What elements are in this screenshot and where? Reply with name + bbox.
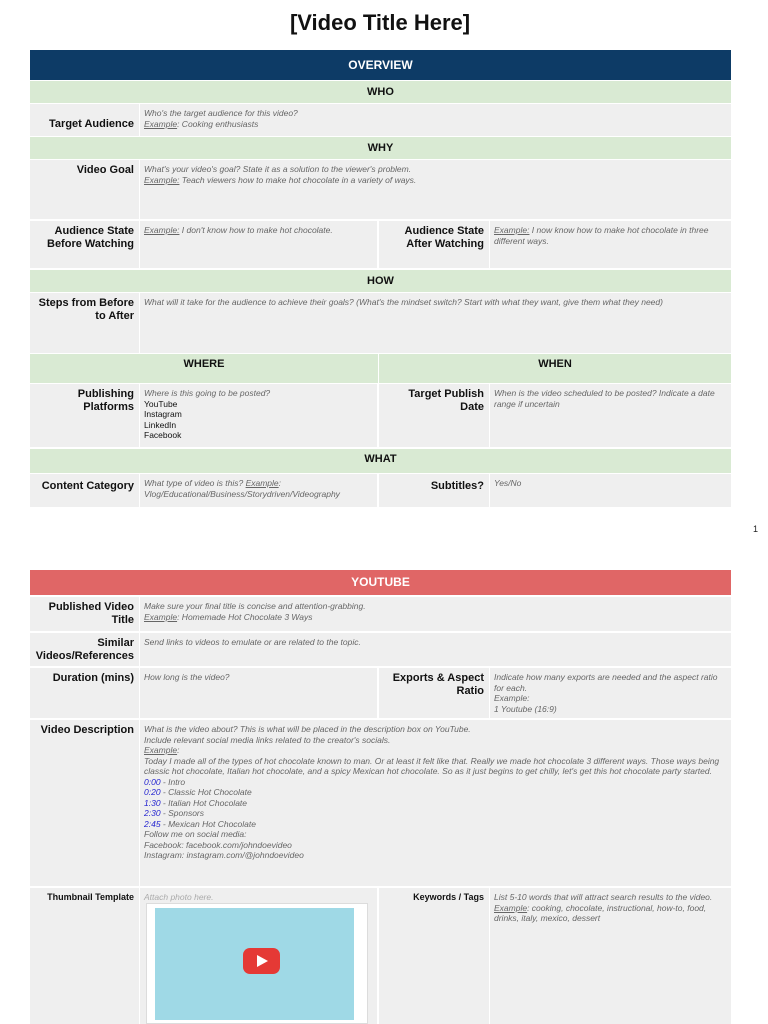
duration-field[interactable]: How long is the video? — [140, 668, 377, 718]
keywords-field[interactable]: List 5-10 words that will attract search results to the video. Example: cooking, chocolate, instructional, how-to, food, drinks, italy, mexico, dessert — [490, 888, 731, 1024]
section-where: WHERE — [30, 354, 378, 383]
after-watching-field[interactable]: Example: I now know how to make hot chocolate in three different ways. — [490, 221, 731, 268]
publish-date-field[interactable]: When is the video scheduled to be posted? Indicate a date range if uncertain — [490, 384, 731, 447]
chapter-item: 1:30 - Italian Hot Chocolate — [144, 797, 248, 808]
similar-videos-field[interactable]: Send links to videos to emulate or are related to the topic. — [140, 633, 731, 666]
video-goal-label: Video Goal — [30, 160, 139, 219]
section-how: HOW — [30, 270, 731, 292]
platform-item: YouTube — [144, 398, 178, 409]
target-audience-label: Target Audience — [30, 104, 139, 136]
steps-field[interactable]: What will it take for the audience to achieve their goals? (What's the mindset switch? Start with what they want, give them what they need) — [140, 293, 731, 353]
section-what: WHAT — [30, 449, 731, 473]
page-title: [Video Title Here] — [289, 10, 471, 35]
exports-label: Exports & Aspect Ratio — [379, 668, 489, 718]
subtitles-label: Subtitles? — [379, 474, 489, 507]
published-title-field[interactable]: Make sure your final title is concise and attention-grabbing. Example: Homemade Hot Chocolate 3 Ways — [140, 597, 731, 631]
page-number: 1 — [753, 524, 759, 534]
youtube-play-icon — [243, 948, 280, 974]
video-description-label: Video Description — [30, 720, 139, 886]
publishing-platforms-field[interactable]: Where is this going to be posted? YouTube Instagram LinkedIn Facebook — [140, 384, 377, 447]
after-watching-label: Audience State After Watching — [379, 221, 489, 268]
section-why: WHY — [30, 137, 731, 159]
published-title-label: Published Video Title — [30, 597, 139, 631]
chapter-item: 2:45 - Mexican Hot Chocolate — [144, 818, 256, 829]
video-description-field[interactable]: What is the video about? This is what will be placed in the description box on YouTube. Include relevant social media links related to the creator's socials. Example: Today I made all of the types of hot chocolate known to man. Or at least it felt like that. Really we made hot chocolate 3 different ways. Those ways being classic hot chocolate, Italian hot chocolate, and a spicy Mexican hot chocolate. So as it just begins to get chilly, let's get this hot chocolate party started. 0:00 - Intro 0:20 - Classic Hot Chocolate 1:30 - Italian Hot Chocolate 2:30 - Sponsors 2:45 - Mexican Hot Chocolate Follow me on social media: Facebook: facebook.com/johndoevideo Instagram: instagram.com/@johndoevideo — [140, 720, 731, 886]
before-watching-field[interactable]: Example: I don't know how to make hot chocolate. — [140, 221, 377, 268]
section-when: WHEN — [379, 354, 731, 383]
content-category-label: Content Category — [30, 474, 139, 507]
youtube-header: YOUTUBE — [30, 570, 731, 595]
exports-field[interactable]: Indicate how many exports are needed and the aspect ratio for each. Example: 1 Youtube (16:9) — [490, 668, 731, 718]
chapter-item: 0:00 - Intro — [144, 776, 186, 787]
platform-item: LinkedIn — [144, 419, 177, 430]
video-goal-field[interactable]: What's your video's goal? State it as a solution to the viewer's problem. Example: Teach viewers how to make hot chocolate in a variety of ways. — [140, 160, 731, 219]
content-category-field[interactable]: What type of video is this? Example: Vlog/Educational/Business/Storydriven/Videography — [140, 474, 377, 507]
thumbnail-preview — [155, 908, 354, 1020]
chapter-item: 2:30 - Sponsors — [144, 808, 205, 818]
publish-date-label: Target Publish Date — [379, 384, 489, 447]
duration-label: Duration (mins) — [30, 668, 139, 718]
chapter-item: 0:20 - Classic Hot Chocolate — [144, 787, 252, 797]
overview-header: OVERVIEW — [30, 50, 731, 80]
thumbnail-label: Thumbnail Template — [30, 888, 139, 1024]
before-watching-label: Audience State Before Watching — [30, 221, 139, 268]
thumbnail-field[interactable]: Attach photo here. — [140, 888, 377, 1024]
platform-item: Facebook — [144, 430, 182, 440]
thumbnail-image[interactable] — [146, 903, 368, 1024]
steps-label: Steps from Before to After — [30, 293, 139, 353]
section-who: WHO — [30, 81, 731, 103]
target-audience-field[interactable]: Who's the target audience for this video? Example: Cooking enthusiasts — [140, 104, 731, 136]
keywords-label: Keywords / Tags — [379, 888, 489, 1024]
similar-videos-label: Similar Videos/References — [30, 633, 139, 666]
platform-item: Instagram — [144, 409, 182, 419]
publishing-platforms-label: Publishing Platforms — [30, 384, 139, 447]
subtitles-field[interactable]: Yes/No — [490, 474, 731, 507]
